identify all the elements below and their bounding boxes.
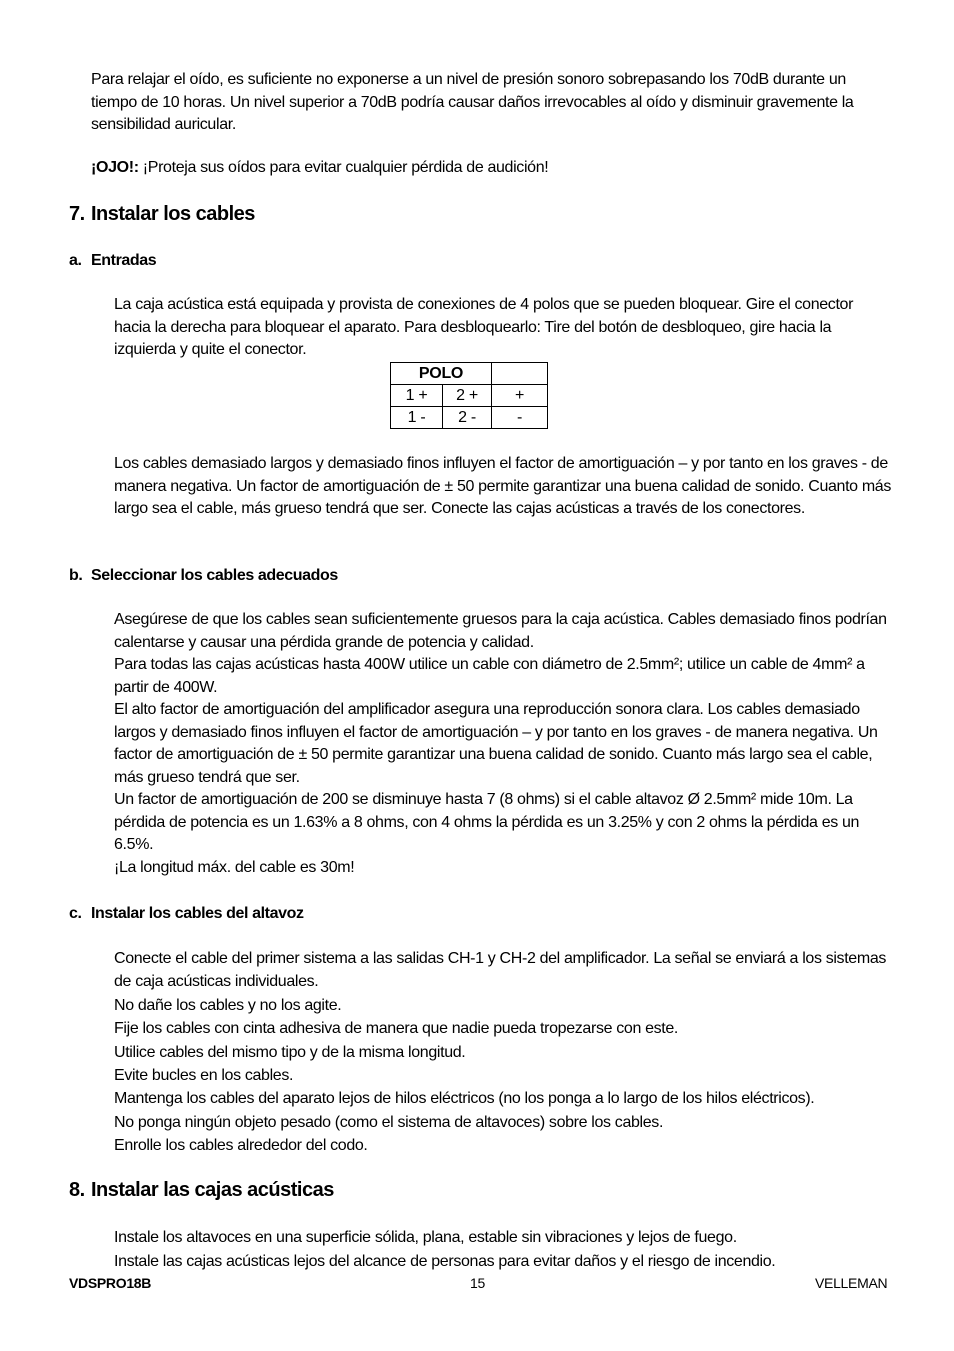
list-item: Fije los cables con cinta adhesiva de manera que nadie pueda tropezarse con este. bbox=[114, 1020, 679, 1038]
b-paragraph-2: Para todas las cajas acústicas hasta 400W utilice un cable con diámetro de 2.5mm²; utilice un cable de 4mm² a partir de 400W. bbox=[114, 656, 865, 696]
list-item: Instale las cajas acústicas lejos del alcance de personas para evitar daños y el riesgo de incendio. bbox=[114, 1252, 776, 1270]
subsection-a-letter: a. bbox=[69, 252, 82, 269]
table-row bbox=[391, 385, 548, 407]
list-item: Conecte el cable del primer sistema a las salidas CH-1 y CH-2 del amplificador. La señal se enviará a los sistemas de caja acústicas individuales. bbox=[114, 950, 887, 991]
table-cell: 2 - bbox=[443, 407, 492, 429]
list-item: Enrolle los cables alrededor del codo. bbox=[114, 1137, 368, 1155]
footer-brand: VELLEMAN bbox=[815, 1275, 888, 1291]
warning-label: ¡OJO!: bbox=[91, 159, 139, 176]
table-cell: 1 - bbox=[391, 407, 443, 429]
subsection-c-title: Instalar los cables del altavoz bbox=[91, 905, 304, 922]
polo-table bbox=[390, 362, 548, 429]
section-8-heading bbox=[69, 1179, 334, 1202]
table-cell: 1 + bbox=[391, 385, 443, 407]
cables-gruesos-paragraph bbox=[114, 609, 890, 879]
table-header-row bbox=[391, 363, 548, 385]
subsection-a-heading bbox=[69, 252, 156, 270]
subsection-b-heading bbox=[69, 567, 338, 585]
table-cell: 2 + bbox=[443, 385, 492, 407]
subsection-a-title: Entradas bbox=[91, 252, 157, 269]
table-header-polo: POLO bbox=[391, 363, 492, 385]
intro-paragraph: Para relajar el oído, es suficiente no exponerse a un nivel de presión sonoro sobrepasando los 70dB durante un tiempo de 10 horas. Un nivel superior a 70dB podría causar daños irrevocables al oído y disminuir gravemente la sensibilidad auricular. bbox=[91, 71, 854, 133]
list-item: Evite bucles en los cables. bbox=[114, 1067, 294, 1085]
entradas-paragraph: La caja acústica está equipada y provista de conexiones de 4 polos que se pueden bloquear. Gire el conector hacia la derecha para bloquear el aparato. Para desbloquearlo: Tire del botón de desbloqueo, gire hacia la izquierda y quite el conector. bbox=[114, 296, 854, 358]
section-8-number: 8. bbox=[69, 1179, 85, 1201]
warning-paragraph bbox=[91, 157, 891, 180]
subsection-c-heading bbox=[69, 905, 304, 923]
subsection-c-letter: c. bbox=[69, 905, 82, 922]
section-7-title: Instalar los cables bbox=[91, 203, 255, 225]
instalar-cajas-list bbox=[114, 1226, 890, 1273]
b-paragraph-4: Un factor de amortiguación de 200 se disminuye hasta 7 (8 ohms) si el cable altavoz Ø 2.5mm² mide 10m. La pérdida de potencia es un 1.63% a 8 ohms, con 4 ohms la pérdida es un 3.25% y con 2 ohms la pérdida es un 6.5%. bbox=[114, 791, 860, 853]
table-header-empty bbox=[492, 363, 548, 385]
table-cell: - bbox=[492, 407, 548, 429]
list-item: Utilice cables del mismo tipo y de la misma longitud. bbox=[114, 1043, 466, 1061]
list-item: Mantenga los cables del aparato lejos de hilos eléctricos (no los ponga a lo largo de los hilos eléctricos). bbox=[114, 1090, 815, 1108]
b-paragraph-1: Asegúrese de que los cables sean suficientemente gruesos para la caja acústica. Cables demasiado finos podrían calentarse y causar una pérdida grande de potencia y calidad. bbox=[114, 611, 887, 651]
warning-text: ¡Proteja sus oídos para evitar cualquier pérdida de audición! bbox=[138, 159, 549, 176]
footer-model: VDSPRO18B bbox=[69, 1275, 152, 1291]
table-cell: + bbox=[492, 385, 548, 407]
footer-page-number: 15 bbox=[470, 1275, 485, 1291]
section-7-number: 7. bbox=[69, 203, 85, 225]
b-paragraph-3: El alto factor de amortiguación del amplificador asegura una reproducción sonora clara. Los cables demasiado largos y demasiado finos influyen el factor de amortiguación – y por tanto en los graves - de manera negativa. Un factor de amortiguación de ± 50 permite garantizar una buena calidad de sonido. Cuanto más largo sea el cable, más grueso tendrá que ser. bbox=[114, 701, 878, 786]
section-8-title: Instalar las cajas acústicas bbox=[91, 1179, 334, 1201]
instalar-cables-list bbox=[114, 947, 890, 1158]
subsection-b-letter: b. bbox=[69, 567, 83, 584]
cables-length-paragraph: Los cables demasiado largos y demasiado finos influyen el factor de amortiguación – y por tanto en los graves - de manera negativa. Un factor de amortiguación de ± 50 permite garantizar una buena calidad de sonido. Cuanto más largo sea el cable, más grueso tendrá que ser. Conecte las cajas acústicas a través de los conectores. bbox=[114, 455, 892, 517]
list-item: No ponga ningún objeto pesado (como el sistema de altavoces) sobre los cables. bbox=[114, 1113, 664, 1131]
b-paragraph-5: ¡La longitud máx. del cable es 30m! bbox=[114, 858, 355, 876]
subsection-b-title: Seleccionar los cables adecuados bbox=[91, 567, 338, 584]
section-7-heading bbox=[69, 203, 255, 226]
table-row bbox=[391, 407, 548, 429]
list-item: No dañe los cables y no los agite. bbox=[114, 996, 342, 1014]
list-item: Instale los altavoces en una superficie sólida, plana, estable sin vibraciones y lejos de fuego. bbox=[114, 1229, 737, 1246]
